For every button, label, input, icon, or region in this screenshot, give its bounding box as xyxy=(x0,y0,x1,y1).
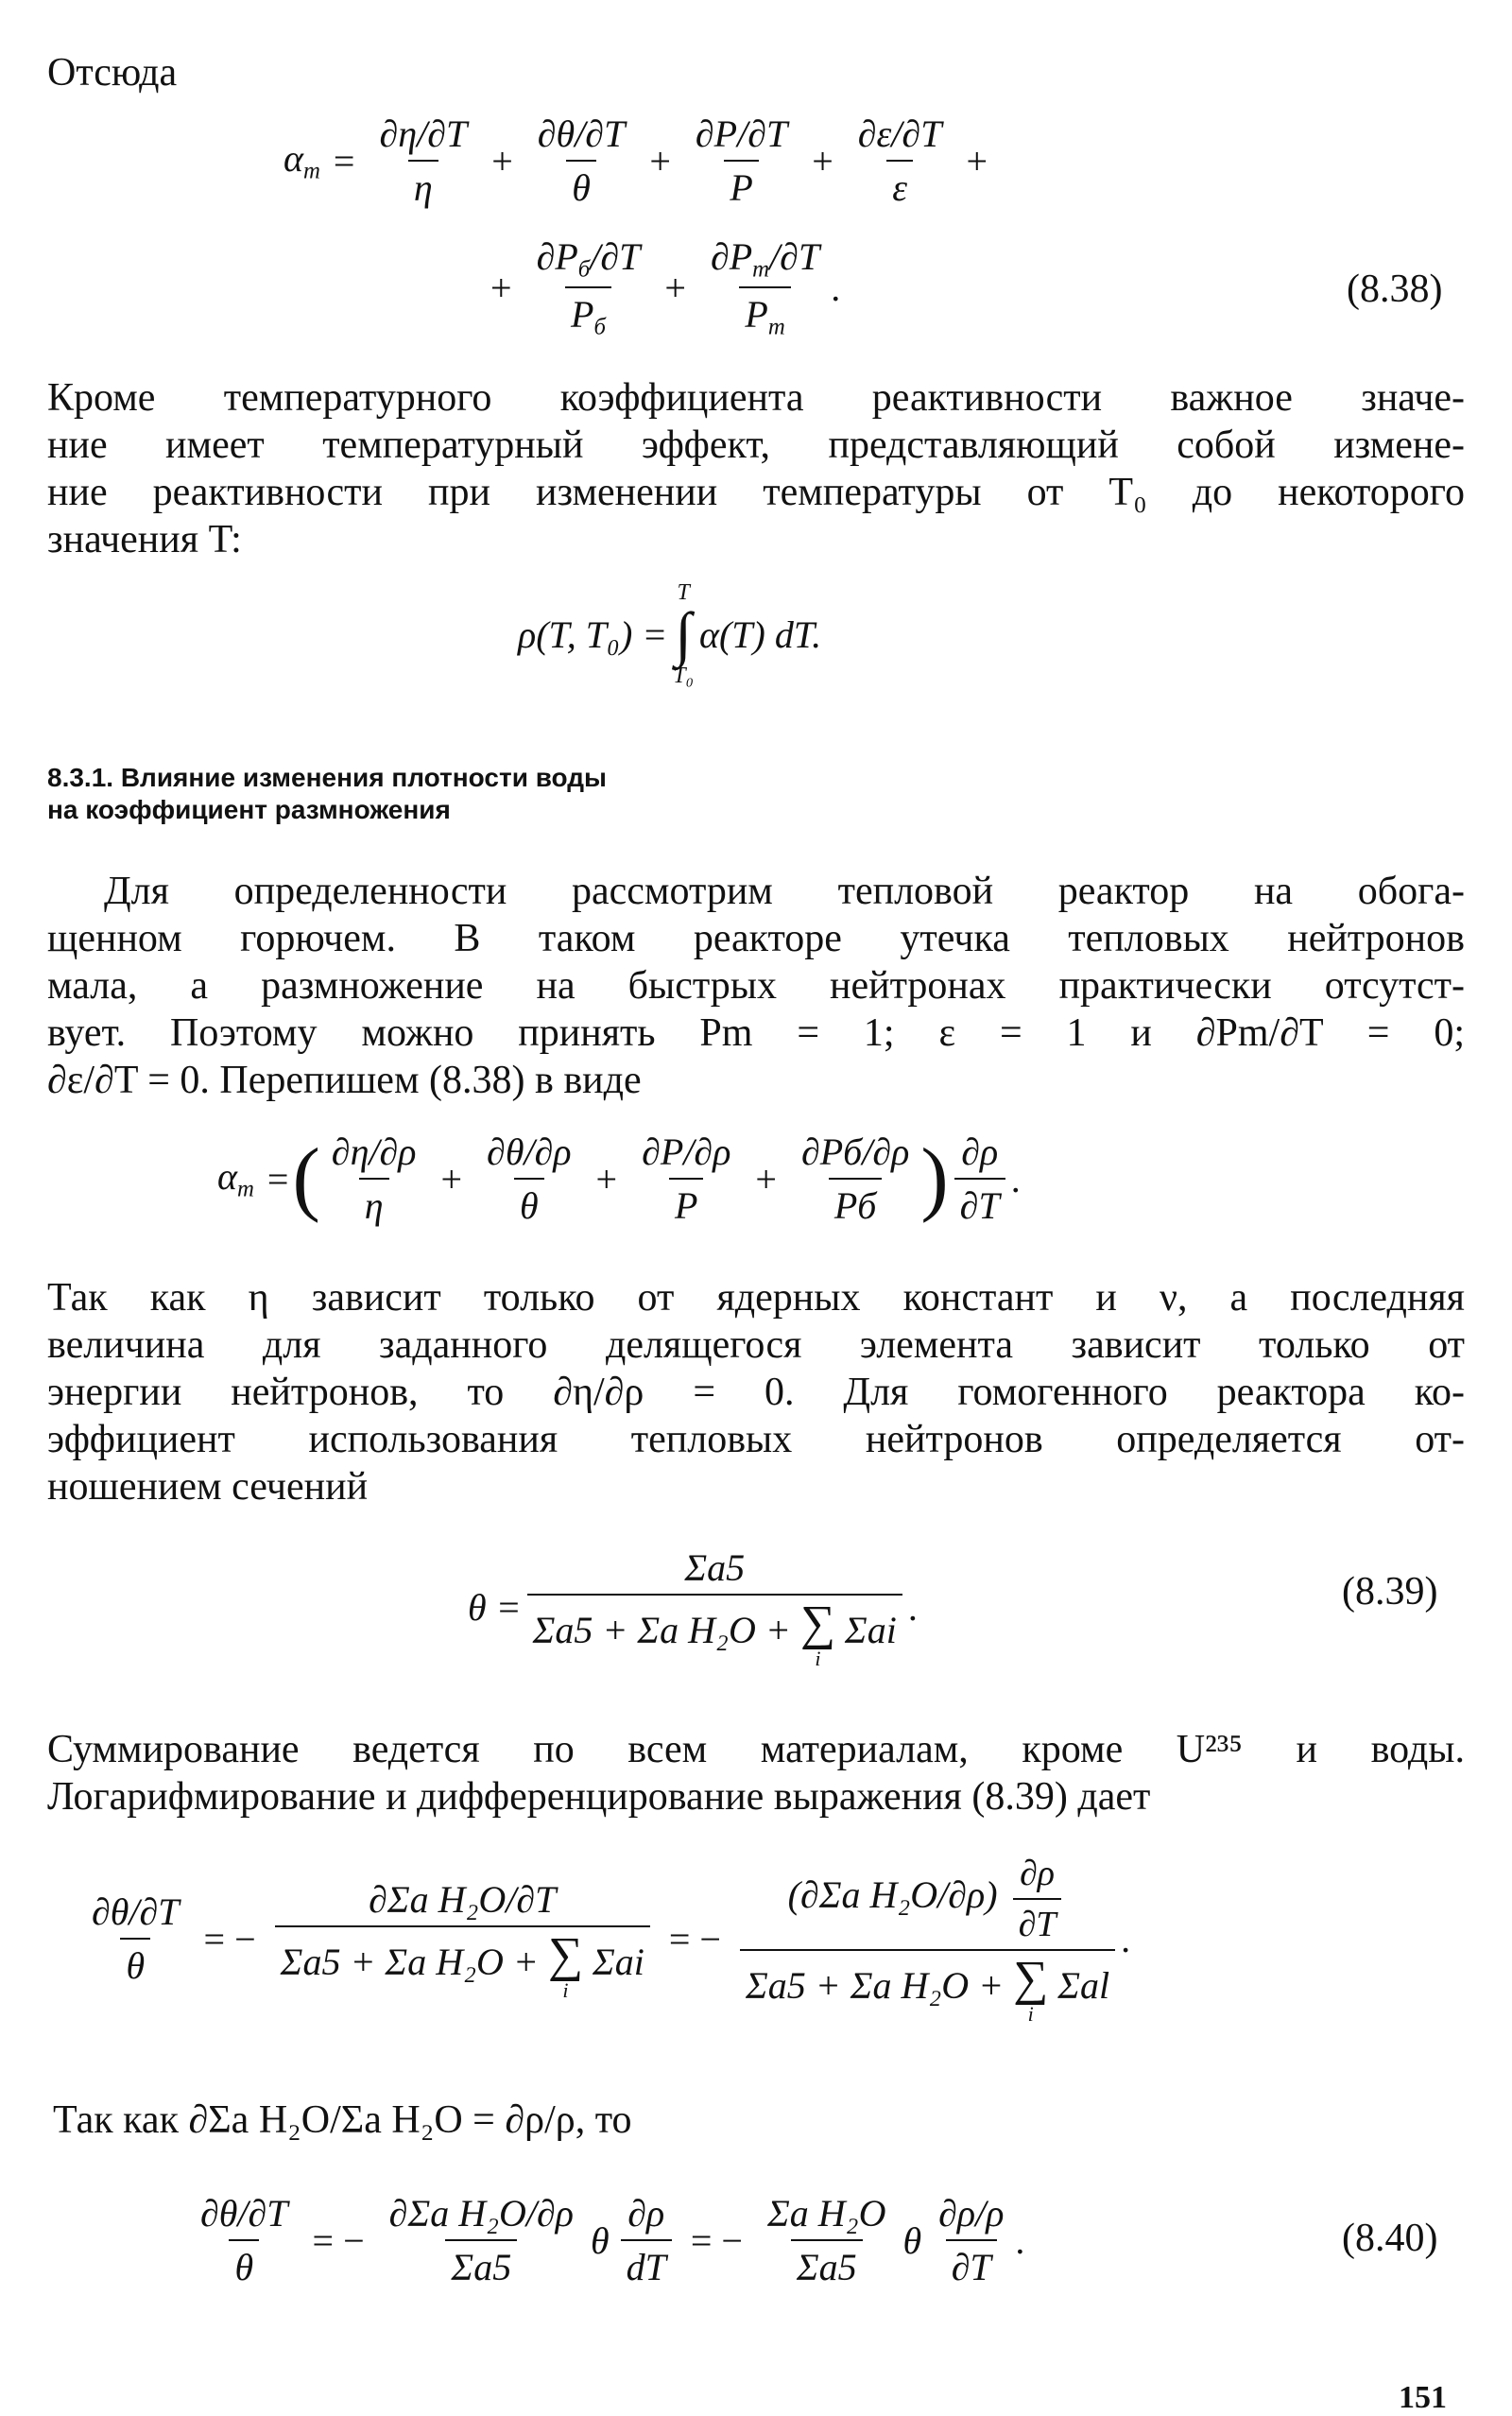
fraction: $\frac{\partial\eta/\partial\rho}{\eta}$ xyxy=(331,1130,417,1227)
fraction: $\frac{\partial\theta/\partial T}{\theta}$ xyxy=(92,1890,180,1987)
fraction: $\frac{\partial Pб/\partial\rho}{Pб}$ xyxy=(800,1130,910,1227)
fraction: $\frac{\partial\theta/\partial T}{\theta}$ xyxy=(537,112,626,209)
summation-sign: ∑ i xyxy=(1013,1952,1049,2026)
equation-number-8-39: (8.39) xyxy=(1342,1570,1438,1614)
fraction: $\frac{\partial\rho/\rho}{\partial T}$ xyxy=(938,2192,1005,2288)
paragraph-temperature-effect: Кроме температурного коэффициента реактивности важное значе- ние имеет температурный эффект, представляющий собой измене- ние реактивности при изменении температуры от T₀ до некоторого значения T: xyxy=(47,376,1465,561)
equation-number-8-38: (8.38) xyxy=(1347,267,1443,311)
intro-text: Отсюда xyxy=(47,51,178,95)
equation-number-8-40: (8.40) xyxy=(1342,2217,1438,2260)
fraction: $\frac{\partial\rho}{dT}$ xyxy=(621,2191,672,2289)
fraction: $\frac{\partial\theta/\partial\rho}{\theta}$ xyxy=(487,1130,572,1227)
equation-temperature-effect: ρ(T, T₀) = T ∫ T₀ α(T) dT. xyxy=(518,580,822,688)
fraction: $\frac{\partial\eta/\partial T}{\eta}$ xyxy=(379,112,468,209)
fraction: $\frac{\text{∂Σa H₂O/∂ρ}}{\Sigma a5}$ xyxy=(388,2192,574,2288)
equation-8-39: θ = Σa5 Σa5 + Σa H₂O + ∑ i Σai . xyxy=(468,1546,918,1670)
summation-sign: ∑ i xyxy=(547,1927,583,2002)
equation-8-40: $\frac{\partial\theta/\partial T}{\theta}$ = − $\frac{\text{∂Σa H₂O/∂ρ}}{\Sigma a5}$ θ $\frac{\partial\rho}{dT}$ = − $\frac{\text{Σa H₂O}}{\Sigma a5}$ θ $\frac{\partial\rho/\rho}{\partial T}$ . xyxy=(189,2191,1024,2289)
equation-alpha-rewrite: $\alpha_m$ = ( $\frac{\partial\eta/\partial\rho}{\eta}$ + $\frac{\partial\theta/\partial\rho}{\theta}$ + $\frac{\partial P/\partial\rho}{P}$ + $\frac{\partial Pб/\partial\rho}{Pб}$ ) $\frac{\partial\rho}{\partial T}$ . xyxy=(217,1130,1021,1227)
fraction: $\frac{\partial P/\partial\rho}{P}$ xyxy=(642,1130,731,1227)
fraction: Σa5 Σa5 + Σa H₂O + ∑ i Σai xyxy=(527,1545,902,1669)
paragraph-thermal-reactor: Для определенности рассмотрим тепловой реактор на обога- щенном горючем. В таком реакторе утечка тепловых нейтронов мала, а размножение на быстрых нейтронах практически отсутст- вует. Поэтому можно принять Pm = 1; ε = 1 и ∂Pm/∂T = 0; ∂ε/∂T = 0. Перепишем (8.38) в виде xyxy=(47,870,1465,1102)
fraction: $\frac{\partial\rho}{\partial T}$ xyxy=(954,1130,1005,1228)
section-heading: 8.3.1. Влияние изменения плотности воды на коэффициент размножения xyxy=(47,763,607,824)
paragraph-summation: Суммирование ведется по всем материалам, кроме U²³⁵ и воды. Логарифмирование и дифференцирование выражения (8.39) дает xyxy=(47,1728,1465,1819)
equation-8-38-row1: $\alpha_m$ = $\frac{\partial\eta/\partial T}{\eta}$ + $\frac{\partial\theta/\partial T}{\theta}$ + $\frac{\partial P/\partial T}{P}$ + $\frac{\partial\varepsilon/\partial T}{\varepsilon}$ + xyxy=(284,112,988,209)
fraction: (∂Σa H₂O/∂ρ) $\frac{\partial\rho}{\partial T}$ Σa5 + Σa H₂O + ∑ i Σal xyxy=(740,1853,1115,2025)
paragraph-density-ratio: Так как ∂Σa H₂O/Σa H₂O = ∂ρ/ρ, то xyxy=(53,2098,632,2142)
fraction: $\frac{\partial\varepsilon/\partial T}{\varepsilon}$ xyxy=(857,112,942,209)
fraction: ∂Σa H₂O/∂T Σa5 + Σa H₂O + ∑ i Σai xyxy=(275,1877,650,2001)
fraction: $\frac{\partial P_m/\partial T}{P_m}$ xyxy=(710,235,820,340)
fraction: $\frac{\partial\theta/\partial T}{\theta}$ xyxy=(200,2192,288,2288)
equation-theta-derivative: $\frac{\partial\theta/\partial T}{\theta}$ = − ∂Σa H₂O/∂T Σa5 + Σa H₂O + ∑ i Σai = − (∂Σa H₂O/∂ρ) $\frac{\partial\rho}{\partial T}$ Σa5 + Σa H₂O + ∑ i Σal . xyxy=(80,1853,1130,2025)
integral-sign: T ∫ T₀ xyxy=(673,580,694,688)
fraction: $\frac{\partial P/\partial T}{P}$ xyxy=(695,112,788,209)
fraction: $\frac{\partial P_б/\partial T}{P_б}$ xyxy=(536,235,641,340)
summation-sign: ∑ i xyxy=(799,1596,835,1670)
page-number: 151 xyxy=(1399,2380,1447,2415)
paragraph-eta-independence: Так как η зависит только от ядерных констант и ν, а последняя величина для заданного делящегося элемента зависит только от энергии нейтронов, то ∂η/∂ρ = 0. Для гомогенного реактора ко- эффициент использования тепловых нейтронов определяется от- ношением сечений xyxy=(47,1276,1465,1509)
fraction: $\frac{\text{Σa H₂O}}{\Sigma a5}$ xyxy=(767,2192,886,2288)
equation-8-38-row2: + $\frac{\partial P_б/\partial T}{P_б}$ + $\frac{\partial P_m/\partial T}{P_m}$ . xyxy=(490,235,841,340)
